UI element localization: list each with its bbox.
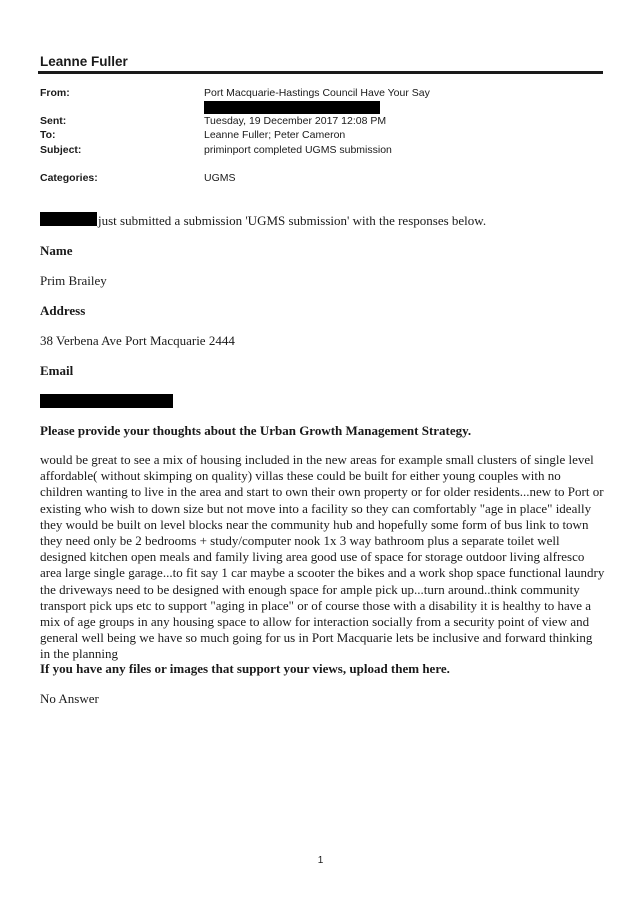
from-value: Port Macquarie-Hastings Council Have Your Say [204, 87, 430, 99]
sent-label: Sent: [40, 115, 67, 127]
header-divider [38, 71, 603, 74]
thoughts-answer: would be great to see a mix of housing included in the new areas for example small clusters of single level affordable( without skimping on quality) villas these could be built for either young couples with no children wanting to live in the area and start to own their own property or for older residents...new to Port or existing who wish to down size but not move into a facility so they can comfortably "age in place" ideally they would be built on level blocks near the community hub and hopefully some form of bus link to town they need only be 2 bedrooms + study/computer nook 1x 3 way bathroom plus a separate toilet well designed kitchen open meals and family living area good use of space for storage outdoor living alfresco area large single garage...to fit say 1 car maybe a scooter the bikes and a work shop space functional laundry the driveways need to be designed with enough space for ample pick up...turn around..think community transport pick ups etc to support "aging in place" or of course those with a disability it is healthy to have a mix of age groups in any housing space to allow for interaction socially from a security point of view and general well being we have so much going for us in Port Macquarie lets be inclusive and forward thinking in the planning [40, 452, 605, 662]
sent-value: Tuesday, 19 December 2017 12:08 PM [204, 115, 387, 127]
files-answer: No Answer [40, 691, 99, 706]
name-value: Prim Brailey [40, 273, 107, 288]
from-label: From: [40, 87, 70, 99]
address-heading: Address [40, 303, 86, 318]
subject-value: priminport completed UGMS submission [204, 144, 392, 156]
name-heading: Name [40, 243, 73, 258]
subject-label: Subject: [40, 144, 82, 156]
redacted-email [40, 394, 173, 408]
files-question: If you have any files or images that support your views, upload them here. [40, 661, 450, 676]
to-value: Leanne Fuller; Peter Cameron [204, 129, 346, 141]
to-label: To: [40, 129, 56, 141]
sender-name: Leanne Fuller [40, 54, 128, 69]
redacted-submitter [40, 212, 97, 226]
redacted-from-address [204, 101, 380, 114]
categories-label: Categories: [40, 172, 98, 184]
intro-line: just submitted a submission 'UGMS submission' with the responses below. [98, 213, 487, 228]
address-value: 38 Verbena Ave Port Macquarie 2444 [40, 333, 235, 348]
categories-value: UGMS [204, 172, 236, 184]
thoughts-question: Please provide your thoughts about the Urban Growth Management Strategy. [40, 423, 472, 438]
email-heading: Email [40, 363, 74, 378]
page-number: 1 [317, 855, 324, 866]
